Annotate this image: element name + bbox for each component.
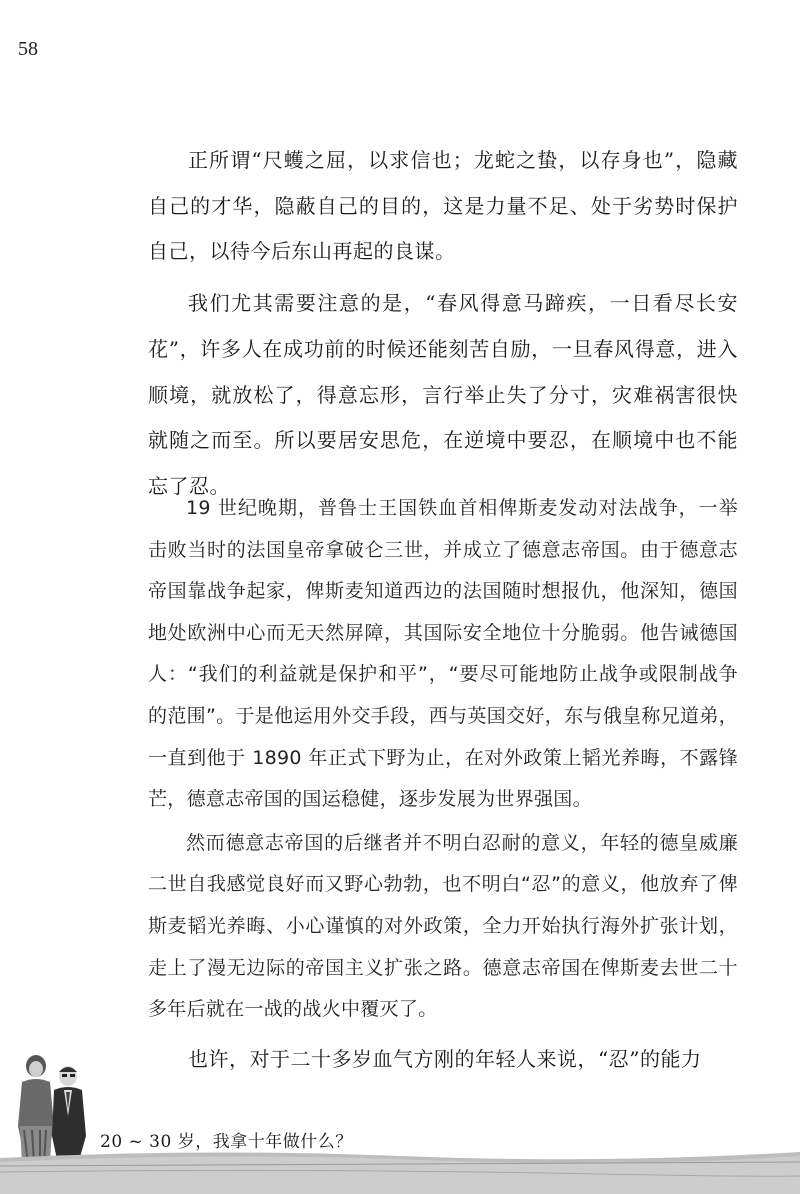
paragraph: 正所谓“尺蠖之屈，以求信也；龙蛇之蛰，以存身也”，隐藏自己的才华，隐蔽自己的目的，这是力量不足、处于劣势时保护自己，以待今后东山再起的良谋。: [148, 148, 738, 264]
paragraph: 19 世纪晚期，普鲁士王国铁血首相俾斯麦发动对法战争，一举击败当时的法国皇帝拿破仑三世，并成立了德意志帝国。由于德意志帝国靠战争起家，俾斯麦知道西边的法国随时想报仇，他深知，德国地处欧洲中心而无天然屏障，其国际安全地位十分脆弱。他告诫德国人：“我们的利益就是保护和平”，“要尽可能地防止战争或限制战争的范围”。于是他运用外交手段，西与英国交好，东与俄皇称兄道弟，一直到他于 1890 年正式下野为止，在对外政策上韬光养晦，不露锋芒，德意志帝国的国运稳健，逐步发展为世界强国。: [148, 497, 738, 811]
paragraph: 也许，对于二十多岁血气方刚的年轻人来说，“忍”的能力: [188, 1047, 702, 1071]
page-number: 58: [18, 38, 38, 60]
body-section-b: [148, 488, 738, 1031]
body-section-c: [148, 1037, 738, 1083]
footer-book-title: 20 ~ 30 岁，我拿十年做什么？: [100, 1132, 353, 1152]
paragraph: 然而德意志帝国的后继者并不明白忍耐的意义，年轻的德皇威廉二世自我感觉良好而又野心勃勃，也不明白“忍”的意义，他放弃了俾斯麦韬光养晦、小心谨慎的对外政策，全力开始执行海外扩张计划，走上了漫无边际的帝国主义扩张之路。德意志帝国在俾斯麦去世二十多年后就在一战的战火中覆灭了。: [148, 831, 738, 1021]
footer-decorative-band: [0, 1148, 800, 1194]
paragraph: 我们尤其需要注意的是，“春风得意马蹄疾，一日看尽长安花”，许多人在成功前的时候还能刻苦自励，一旦春风得意，进入顺境，就放松了，得意忘形，言行举止失了分寸，灾难祸害很快就随之而至。所以要居安思危，在逆境中要忍，在顺境中也不能忘了忍。: [148, 291, 738, 498]
body-section-a: [148, 138, 738, 510]
